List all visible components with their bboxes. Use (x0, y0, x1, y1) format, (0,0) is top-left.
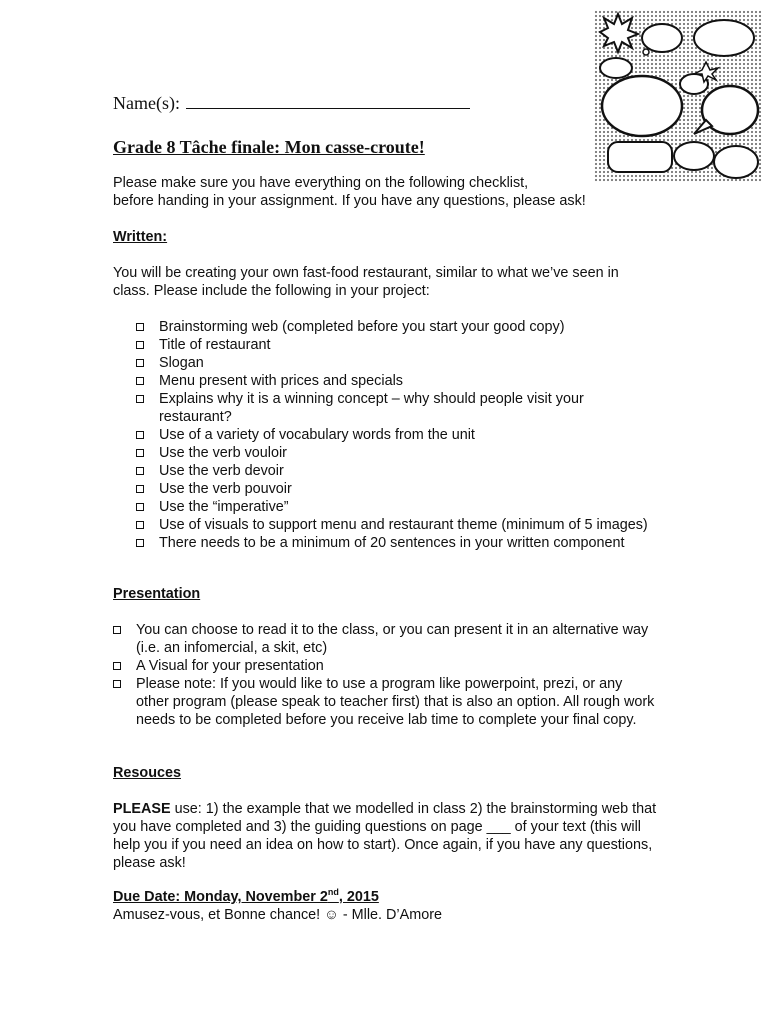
checklist-item: Use of visuals to support menu and restaurant theme (minimum of 5 images) (136, 516, 659, 534)
checklist-item: Use the verb vouloir (136, 444, 656, 462)
presentation-checklist (113, 621, 653, 729)
closing-line: Amusez-vous, et Bonne chance! ☺ - Mlle. D’Amore (113, 907, 443, 923)
checklist-item: There needs to be a minimum of 20 sentences in your written component (136, 534, 656, 552)
checkbox-icon (136, 395, 144, 403)
checklist-item: Use the verb devoir (136, 462, 656, 480)
checkbox-icon (136, 539, 144, 547)
checkbox-icon (136, 377, 144, 385)
name-label: Name(s): (113, 93, 180, 113)
checkbox-icon (136, 359, 144, 367)
presentation-heading: Presentation (113, 586, 201, 602)
page-title: Grade 8 Tâche finale: Mon casse-croute! (113, 137, 425, 157)
checklist-item: Title of restaurant (136, 336, 656, 354)
checkbox-icon (113, 626, 121, 634)
intro-line-1: Please make sure you have everything on the following checklist, (113, 175, 529, 191)
checkbox-icon (113, 662, 121, 670)
checklist-item: Use the “imperative” (136, 498, 656, 516)
checklist-item: Brainstorming web (completed before you start your good copy) (136, 318, 656, 336)
checkbox-icon (136, 485, 144, 493)
checklist-item: Please note: If you would like to use a program like powerpoint, prezi, or any other program (please speak to teacher first) that is also an option. All rough work needs to be completed before you receive lab time to complete your final copy. (113, 675, 656, 729)
written-checklist (136, 318, 656, 552)
written-heading: Written: (113, 229, 168, 245)
checkbox-icon (113, 680, 121, 688)
checklist-item: You can choose to read it to the class, or you can present it in an alternative way (i.e. an infomercial, a skit, etc) (113, 621, 653, 657)
checklist-item: Explains why it is a winning concept – why should people visit your restaurant? (136, 390, 629, 426)
due-date-section (113, 888, 673, 924)
please-emphasis: PLEASE (113, 801, 171, 817)
resources-heading: Resouces (113, 765, 181, 781)
checklist-item: Use the verb pouvoir (136, 480, 656, 498)
intro-line-2: before handing in your assignment. If you have any questions, please ask! (113, 193, 586, 209)
checklist-item: Slogan (136, 354, 656, 372)
checklist-item: Menu present with prices and specials (136, 372, 656, 390)
name-blank[interactable] (186, 92, 470, 109)
checklist-item: Use of a variety of vocabulary words from the unit (136, 426, 656, 444)
checkbox-icon (136, 449, 144, 457)
checklist-item: A Visual for your presentation (113, 657, 653, 675)
checkbox-icon (136, 467, 144, 475)
checkbox-icon (136, 503, 144, 511)
written-description: You will be creating your own fast-food restaurant, similar to what we’ve seen in class. Please include the following in your project: (113, 265, 619, 299)
intro-paragraph (113, 174, 673, 210)
checkbox-icon (136, 341, 144, 349)
resources-paragraph (113, 800, 663, 872)
checkbox-icon (136, 323, 144, 331)
checkbox-icon (136, 431, 144, 439)
checkbox-icon (136, 521, 144, 529)
resources-body: use: 1) the example that we modelled in class 2) the brainstorming web that you have completed and 3) the guiding questions on page ___ of your text (this will help you if you need an idea on how to start). Once again, if you have any questions, please ask! (113, 801, 657, 871)
name-field-line (113, 92, 470, 114)
speech-bubbles-clipart (594, 10, 762, 182)
due-date: Due Date: Monday, November 2nd, 2015 (113, 887, 379, 905)
